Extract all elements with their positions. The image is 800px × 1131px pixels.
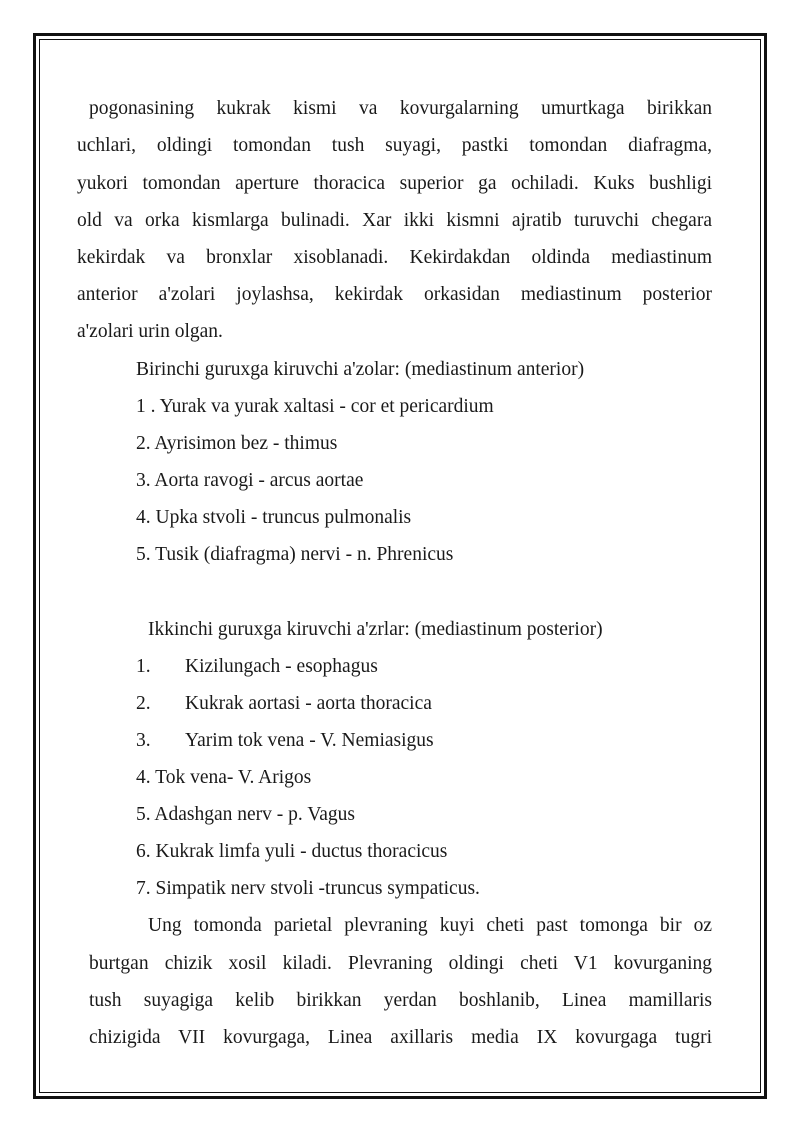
paragraph-line: uchlari, oldingi tomondan tush suyagi, pastki tomondan diafragma, xyxy=(77,135,712,156)
list-item: 4. Upka stvoli - truncus pulmonalis xyxy=(136,507,412,528)
list-item: 5. Tusik (diafragma) nervi - n. Phrenicus xyxy=(136,544,454,565)
list-item: 3. Aorta ravogi - arcus aortae xyxy=(136,470,364,491)
paragraph-line: kekirdak va bronxlar xisoblanadi. Kekirdakdan oldinda mediastinum xyxy=(77,247,712,268)
paragraph-line: tush suyagiga kelib birikkan yerdan boshlanib, Linea mamillaris xyxy=(89,990,712,1011)
paragraph-line: burtgan chizik xosil kiladi. Plevraning oldingi cheti V1 kovurganing xyxy=(89,953,712,974)
paragraph-line: pogonasining kukrak kismi va kovurgalarning umurtkaga birikkan xyxy=(89,98,712,119)
list-item: 6. Kukrak limfa yuli - ductus thoracicus xyxy=(136,841,448,862)
list-item: 2. Ayrisimon bez - thimus xyxy=(136,433,338,454)
list-item: 7. Simpatik nerv stvoli -truncus sympaticus. xyxy=(136,878,480,899)
list-number: 2. xyxy=(136,693,151,714)
list-item: 4. Tok vena- V. Arigos xyxy=(136,767,312,788)
paragraph-line: old va orka kismlarga bulinadi. Xar ikki kismni ajratib turuvchi chegara xyxy=(77,210,712,231)
list-number: 1. xyxy=(136,656,151,677)
list-item: Kukrak aortasi - aorta thoracica xyxy=(185,693,432,714)
paragraph-line: a'zolari urin olgan. xyxy=(77,321,223,342)
list-number: 3. xyxy=(136,730,151,751)
paragraph-line: yukori tomondan aperture thoracica superior ga ochiladi. Kuks bushligi xyxy=(77,173,712,194)
list-item: Yarim tok vena - V. Nemiasigus xyxy=(185,730,434,751)
list-item: Kizilungach - esophagus xyxy=(185,656,378,677)
group1-heading: Birinchi guruxga kiruvchi a'zolar: (mediastinum anterior) xyxy=(136,359,585,380)
paragraph-line: Ung tomonda parietal plevraning kuyi cheti past tomonga bir oz xyxy=(148,915,712,936)
paragraph-line: anterior a'zolari joylashsa, kekirdak orkasidan mediastinum posterior xyxy=(77,284,712,305)
list-item: 1 . Yurak va yurak xaltasi - cor et pericardium xyxy=(136,396,494,417)
group2-heading: Ikkinchi guruxga kiruvchi a'zrlar: (mediastinum posterior) xyxy=(148,619,603,640)
paragraph-line: chizigida VII kovurgaga, Linea axillaris media IX kovurgaga tugri xyxy=(89,1027,712,1048)
list-item: 5. Adashgan nerv - p. Vagus xyxy=(136,804,355,825)
